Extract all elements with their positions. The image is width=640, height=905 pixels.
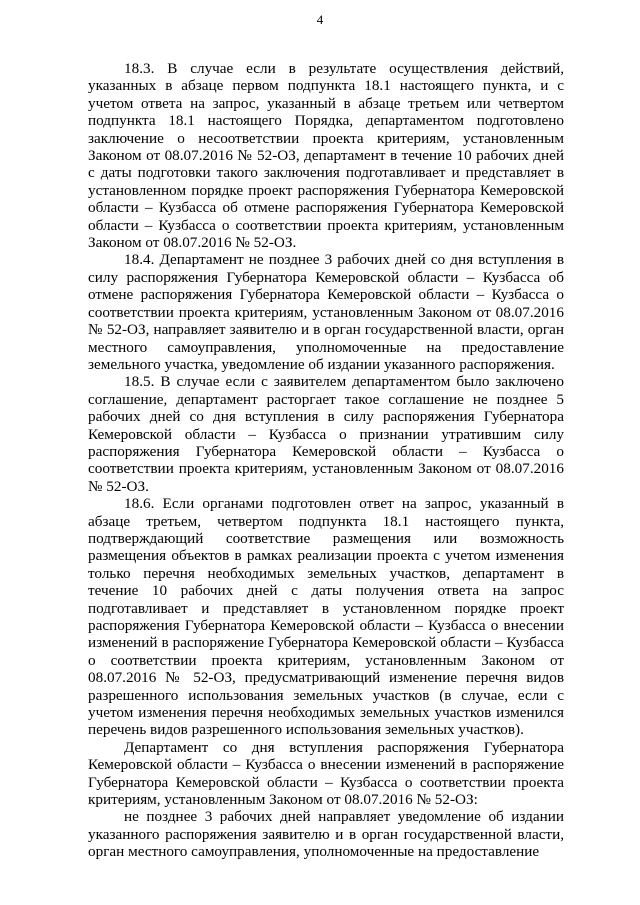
paragraph-18-3: 18.3. В случае если в результате осуществления действий, указанных в абзаце первом подпункта 18.1 настоящего пункта, и с учетом ответа на запрос, указанный в абзаце третьем или четвертом подпункта 18.1 настоящего Порядка, департаментом подготовлено заключение о несоответствии проекта критериям, установленным Законом от 08.07.2016 № 52-ОЗ, департамент в течение 10 рабочих дней с даты подготовки такого заключения подготавливает и представляет в установленном порядке проект распоряжения Губернатора Кемеровской области – Кузбасса об отмене распоряжения Губернатора Кемеровской области – Кузбасса о соответствии проекта критериям, установленным Законом от 08.07.2016 № 52-ОЗ. [88,60,564,252]
page-number: 4 [316,12,324,27]
document-body [88,60,564,861]
paragraph-18-6: 18.6. Если органами подготовлен ответ на запрос, указанный в абзаце третьем, четвертом подпункта 18.1 настоящего пункта, подтверждающий соответствие размещения или возможность размещения объектов в рамках реализации проекта с учетом изменения только перечня необходимых земельных участков, департамент в течение 10 рабочих дней с даты получения ответа на запрос подготавливает и представляет в установленном порядке проект распоряжения Губернатора Кемеровской области – Кузбасса о внесении изменений в распоряжение Губернатора Кемеровской области – Кузбасса о соответствии проекта критериям, установленным Законом от 08.07.2016 № 52-ОЗ, предусматривающий изменение перечня видов разрешенного использования земельных участков (в случае, если с учетом изменения перечня необходимых земельных участков изменился перечень видов разрешенного использования земельных участков). [88,495,564,739]
paragraph-18-4: 18.4. Департамент не позднее 3 рабочих дней со дня вступления в силу распоряжения Губернатора Кемеровской области – Кузбасса об отмене распоряжения Губернатора Кемеровской области – Кузбасса о соответствии проекта критериям, установленным Законом от 08.07.2016 № 52-ОЗ, направляет заявителю и в орган государственной власти, орган местного самоуправления, уполномоченные на предоставление земельного участка, уведомление об издании указанного распоряжения. [88,251,564,373]
paragraph-notification: не позднее 3 рабочих дней направляет уведомление об издании указанного распоряжения заявителю и в орган государственной власти, орган местного самоуправления, уполномоченные на предоставление [88,808,564,861]
paragraph-18-5: 18.5. В случае если с заявителем департаментом было заключено соглашение, департамент расторгает такое соглашение не позднее 5 рабочих дней со дня вступления в силу распоряжения Губернатора Кемеровской области – Кузбасса о признании утратившим силу распоряжения Губернатора Кемеровской области – Кузбасса о соответствии проекта критериям, установленным Законом от 08.07.2016 № 52-ОЗ. [88,373,564,495]
paragraph-department-actions: Департамент со дня вступления распоряжения Губернатора Кемеровской области – Кузбасса о внесении изменений в распоряжение Губернатора Кемеровской области – Кузбасса о соответствии проекта критериям, установленным Законом от 08.07.2016 № 52-ОЗ: [88,738,564,809]
